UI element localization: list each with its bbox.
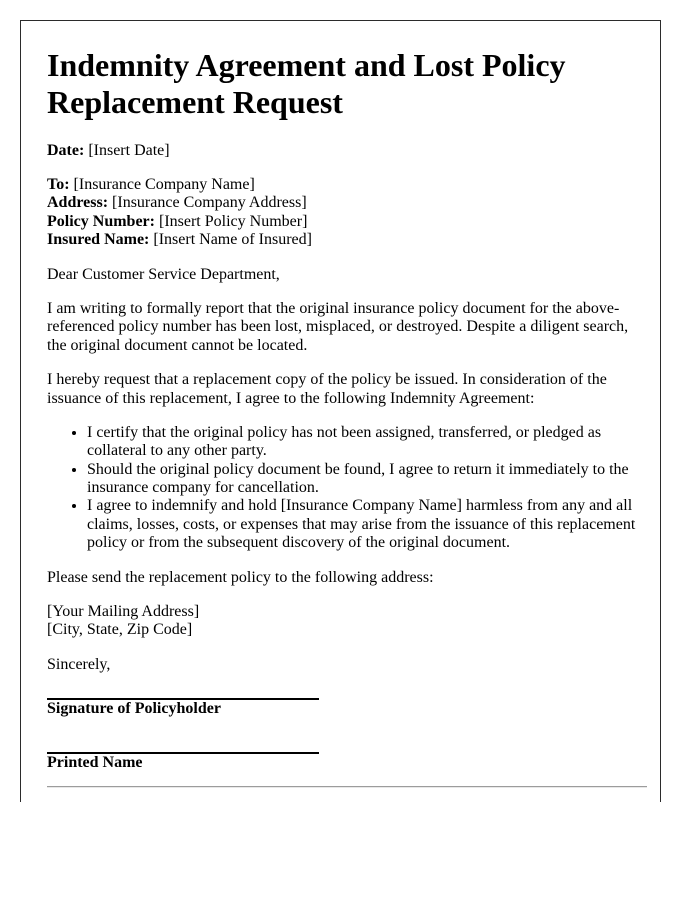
body-paragraph-2: I hereby request that a replacement copy of the policy be issued. In consideration of the issuance of this replacement, I agree to the following Indemnity Agreement: [47,371,607,407]
signature-label: Signature of Policyholder [47,700,221,718]
letter-container [20,20,661,802]
indemnity-term-2: • Should the original policy document be found, I agree to return it immediately to the insurance company for cancellation. [87,461,647,498]
indemnity-term-3: • I agree to indemnify and hold [Insurance Company Name] harmless from any and all claims, losses, costs, or expenses that may arise from the issuance of this replacement policy or from the subsequent discovery of the original document. [87,497,647,552]
date-line [47,142,647,160]
recipient-line-policy-number [47,213,647,231]
insured-name-value: [Insert Name of Insured] [153,231,312,249]
indemnity-term-1: • I certify that the original policy has not been assigned, transferred, or pledged as collateral to any other party. [87,424,647,461]
insured-name-label: Insured Name: [47,231,150,249]
mailing-address-line-1: [Your Mailing Address] [47,603,200,621]
recipient-line-to [47,176,647,194]
recipient-line-address [47,194,647,212]
address-label: Address: [47,194,109,212]
body-paragraph-1: I am writing to formally report that the original insurance policy document for the above-referenced policy number has been lost, misplaced, or destroyed. Despite a diligent search, the original document cannot be located. [47,299,629,354]
policy-number-label: Policy Number: [47,212,155,230]
page-title: Indemnity Agreement and Lost Policy Replacement Request [47,47,566,120]
mailing-instruction: Please send the replacement policy to the following address: [47,568,434,586]
to-label: To: [47,175,70,193]
mailing-address-line-2: [City, State, Zip Code] [47,621,193,639]
recipient-line-insured-name [47,231,647,249]
mailing-address-block [47,603,647,640]
recipient-block [47,176,647,250]
indemnity-terms-list [47,424,647,553]
to-value: [Insurance Company Name] [73,175,255,193]
address-value: [Insurance Company Address] [112,194,307,212]
date-value: [Insert Date] [88,141,170,159]
section-divider [47,786,647,788]
policy-number-value: [Insert Policy Number] [158,212,308,230]
signoff: Sincerely, [47,655,111,673]
salutation: Dear Customer Service Department, [47,265,280,283]
printed-name-label: Printed Name [47,753,143,771]
date-label: Date: [47,141,85,159]
